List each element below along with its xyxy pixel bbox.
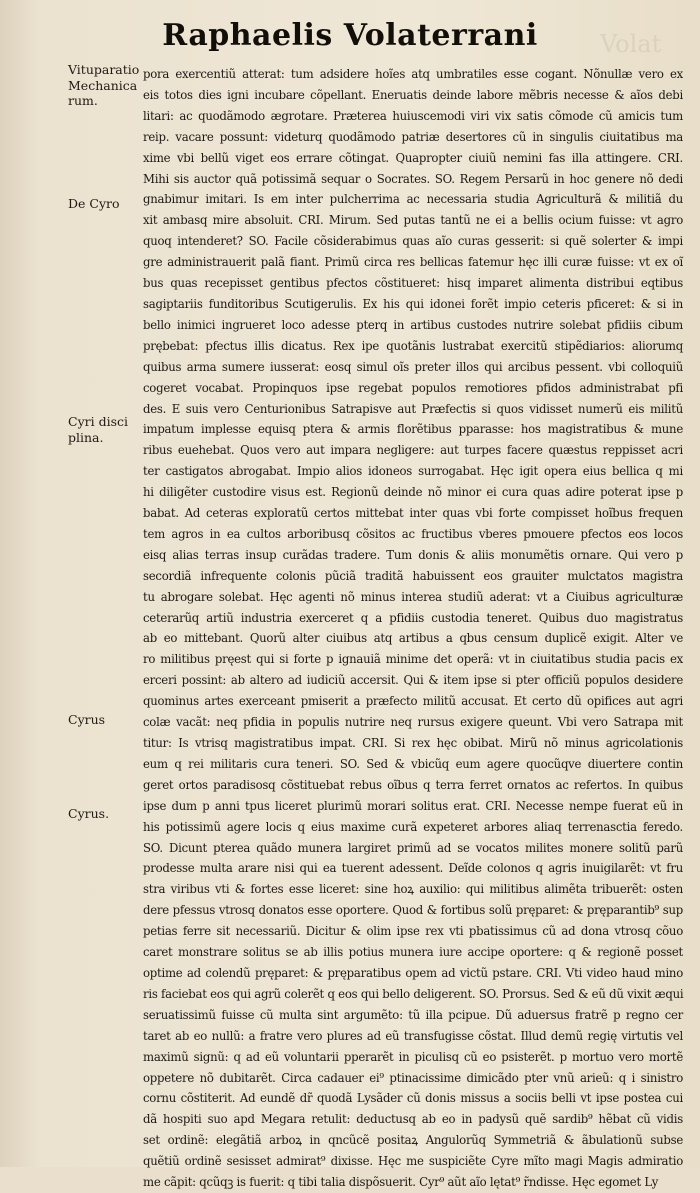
text-line: bello inimici ingrueret loco adesse pterq in artibus custodes nutrire solebat pfidiis cibum: [143, 317, 683, 332]
text-line: dã hospiti suo apd Megara retulit: deductusq ab eo in padysũ quẽ sardib⁹ hẽbat cũ vidis: [143, 1112, 683, 1127]
text-line: xime vbi bellũ viget eos errare cõtingat. Quapropter ciuiũ nemini fas illa attingere. CRI.: [143, 150, 683, 165]
text-line: impatum implesse equisq ptera & armis florẽtibus pparasse: hos magistratibus & mune: [143, 422, 683, 437]
text-line: tem agros in ea cultos arboribusq cõsitos ac fructibus vberes pmouere pfectos eos locos: [143, 526, 683, 541]
text-line: colæ vacãt: neq pfidia in populis nutrire neq rursus exigere queunt. Vbi vero Satrapa mit: [143, 715, 683, 730]
text-line: hi diligẽter custodire visus est. Regionũ deinde nõ minor ei cura quas adire poterat ipse p: [143, 485, 683, 500]
text-line: babat. Ad ceteras exploratũ certos mittebat inter quas vbi forte compisset hoĩbus frequen: [143, 506, 683, 521]
show-through-text: Volat: [600, 30, 662, 58]
text-line: erceri possint: ab altero ad iudiciũ accersit. Qui & item ipse si pter officiũ populos desidere: [143, 673, 683, 688]
margin-note-de-cyro: De Cyro: [68, 196, 120, 211]
text-line: caret monstrare solitus se ab illis potius munera iure accipe oportere: q & regionẽ posset: [143, 945, 683, 960]
text-line: ab eo mittebant. Quorũ alter ciuibus atq artibus a qbus censum duplicẽ exigit. Alter ve: [143, 631, 683, 646]
text-line: maximũ signũ: q ad eũ voluntarii pperarẽt in piculisq cũ eo psisterẽt. p mortuo vero mortẽ: [143, 1049, 683, 1064]
text-line: cornu cõstiterit. Ad eundẽ dr̃ quodã Lysãder cũ donis missus a sociis belli vt ipse postea cui: [143, 1091, 683, 1106]
text-line: xit ambasq mire absoluit. CRI. Mirum. Sed putas tantũ ne ei a bellis ocium fuisse: vt agro: [143, 213, 683, 228]
text-line: ceterarũq artiũ industria exerceret q a pfidiis custodia teneret. Quibus duo magistratus: [143, 610, 683, 625]
text-line: sagiptariis funditoribus Scutigerulis. Ex his qui idonei forẽt impio ceteris pficeret: & si in: [143, 296, 683, 311]
text-line: Mihi sis auctor quã potissimã sequar o Socrates. SO. Regem Persarũ in hoc genere nõ dedi: [143, 171, 683, 186]
text-line: quibus arma sumere iusserat: eosq simul oĩs preter illos qui arcibus pessent. vbi colloquiũ: [143, 359, 683, 374]
text-line: titur: Is vtrisq magistratibus impat. CRI. Si rex hęc obibat. Mirũ nõ minus agricolationis: [143, 736, 683, 750]
text-line: eisq alias terras insup curãdas tradere. Tum donis & aliis monumẽtis ornare. Qui vero p: [143, 547, 683, 562]
text-line: taret ab eo nullũ: a fratre vero plures ad eũ transfugisse cõstat. Illud demũ regię virtutis vel: [143, 1028, 683, 1043]
text-line: pora exercentiũ atterat: tum adsidere hoĩes atq umbratiles esse cogant. Nõnullæ vero ex: [143, 67, 683, 81]
text-line: ro militibus pręest qui si forte p ignauiã minime det operã: vt in ciuitatibus studia pacis ex: [143, 652, 683, 667]
text-line: gnabimur imitari. Is em inter pulcherrima ac necessaria studia Agriculturã & militiã du: [143, 192, 683, 207]
text-line: stra viribus vti & fortes esse liceret: sine hoꝝ auxilio: qui militibus alimẽta tribuerẽt: osten: [143, 882, 683, 897]
text-line: prębebat: pfectus illis dicatus. Rex ipe quotãnis lustrabat exercitũ stipẽdiarios: aliorumq: [143, 338, 683, 353]
text-line: quẽtiũ ordinẽ sesisset admirat⁹ dixisse. Hęc me suspiciẽte Cyre mĩto magi Magis admiratio: [143, 1154, 683, 1169]
text-line: petias ferre sit necessariũ. Dicitur & olim ipse rex vti pbatissimus cũ ad dona vtrosq cõuo: [143, 924, 683, 939]
margin-note-cyri-disciplina: Cyri disci plina.: [68, 414, 128, 445]
text-line: eum q rei militaris cura teneri. SO. Sed & vbicũq eum agere quocũqve diuertere contin: [143, 756, 683, 771]
text-line: secordiã infrequente colonis pũciã traditã habuissent eos grauiter mulctatos magistra: [143, 568, 683, 583]
text-line: optime ad colendũ pręparet: & pręparatibus opem ad victũ pstare. CRI. Vti video haud mino: [143, 965, 683, 980]
text-line: dere pfessus vtrosq donatos esse oportere. Quod & fortibus solũ pręparet: & pręparantib⁹ sup: [143, 903, 683, 918]
text-line: reip. vacare possunt: videturq quodãmodo patriæ desertores cũ in singulis ciuitatibus ma: [143, 129, 683, 144]
text-line: gre administrauerit palã fiant. Primũ circa res bellicas fatemur hęc illi curæ fuisse: vt ex oĩ: [143, 255, 683, 270]
text-line: ribus euehebat. Quos vero aut impara negligere: aut turpes facere quæstus reppisset acri: [143, 443, 683, 458]
text-line: bus quas recepisset gentibus pfectos cõstitueret: hisq imparet alimenta distribui eqtibus: [143, 276, 683, 291]
text-line: me cãpit: qcũqꝫ is fuerit: q tibi talia dispõsuerit. Cyr⁹ aũt aĩo lętat⁹ r̃ndisse. Hęc egomet Ly: [143, 1175, 659, 1190]
text-line: litari: ac quodãmodo ægrotare. Præterea huiuscemodi viri vix satis cõmode cũ amicis tum: [143, 108, 683, 123]
text-line: SO. Dicunt pterea quãdo munera largiret primũ ad se vocatos milites monere solitũ parũ: [143, 840, 683, 855]
text-line: seruatissimũ fuisse cũ multa sint argumẽto: tũ illa pcipue. Dũ aduersus fratrẽ p regno cer: [143, 1007, 683, 1022]
text-line: oppetere nõ dubitarẽt. Circa cadauer ei⁹ ptinacissime dimicãdo pter vnũ arieũ: q i sinistro: [143, 1070, 683, 1085]
text-line: ipse dum p anni tpus liceret plurimũ morari solitus erat. CRI. Necesse nempe fuerat eũ in: [143, 798, 683, 813]
margin-note-cyrus-1: Cyrus: [68, 712, 106, 727]
running-header: Raphaelis Volaterrani: [162, 18, 538, 53]
text-line: tu abrogare solebat. Hęc agenti nõ minus interea studiũ aderat: vt a Ciuibus agriculturæ: [143, 589, 683, 604]
margin-note-vituparatio: Vituparatio Mechanica rum.: [68, 62, 140, 108]
text-line: eis totos dies igni incubare cõpellant. Eneruatis deinde labore mẽbris necesse & aĩos debi: [143, 87, 683, 102]
text-line: quoq intenderet? SO. Facile cõsiderabimus quas aĩo curas gesserit: si quẽ solerter & impi: [143, 234, 683, 249]
text-line: quominus artes exerceant pmiserit a præfecto militũ accusat. Et certo dũ opifices aut agri: [143, 694, 683, 709]
text-line: ter castigatos abrogabat. Impio alios idoneos surrogabat. Hęc igit opera eius bellica q mi: [143, 464, 683, 479]
text-line: cogeret vocabat. Propinquos ipse regebat populos remotiores pfidos administrabat pfi: [143, 380, 683, 395]
text-line: geret ortos paradisosq cõstituebat rebus oĩbus q terra ferret ornatos ac refertos. In quibus: [143, 777, 683, 792]
text-line: his potissimũ agere locis q eius maxime curã expeteret arbores aliaq terrenasctia feredo.: [143, 819, 683, 834]
text-line: des. E suis vero Centurionibus Satrapisve aut Præfectis si quos vidisset numerũ eis militũ: [143, 401, 683, 416]
text-line: prodesse multa arare nisi qui ea tuerent adessent. Deĩde colonos q agris inuigilarẽt: vt fru: [143, 861, 683, 876]
text-line: ris faciebat eos qui agrũ colerẽt q eos qui bello deligerent. SO. Prorsus. Sed & eũ dũ vixit æqui: [143, 986, 684, 1001]
body-text: [143, 64, 683, 1193]
text-line: set ordinẽ: elegãtiã arboꝝ in qncũcẽ positaꝝ Angulorũq Symmetriã & ãbulationũ subse: [143, 1133, 683, 1148]
margin-note-cyrus-2: Cyrus.: [68, 806, 110, 821]
